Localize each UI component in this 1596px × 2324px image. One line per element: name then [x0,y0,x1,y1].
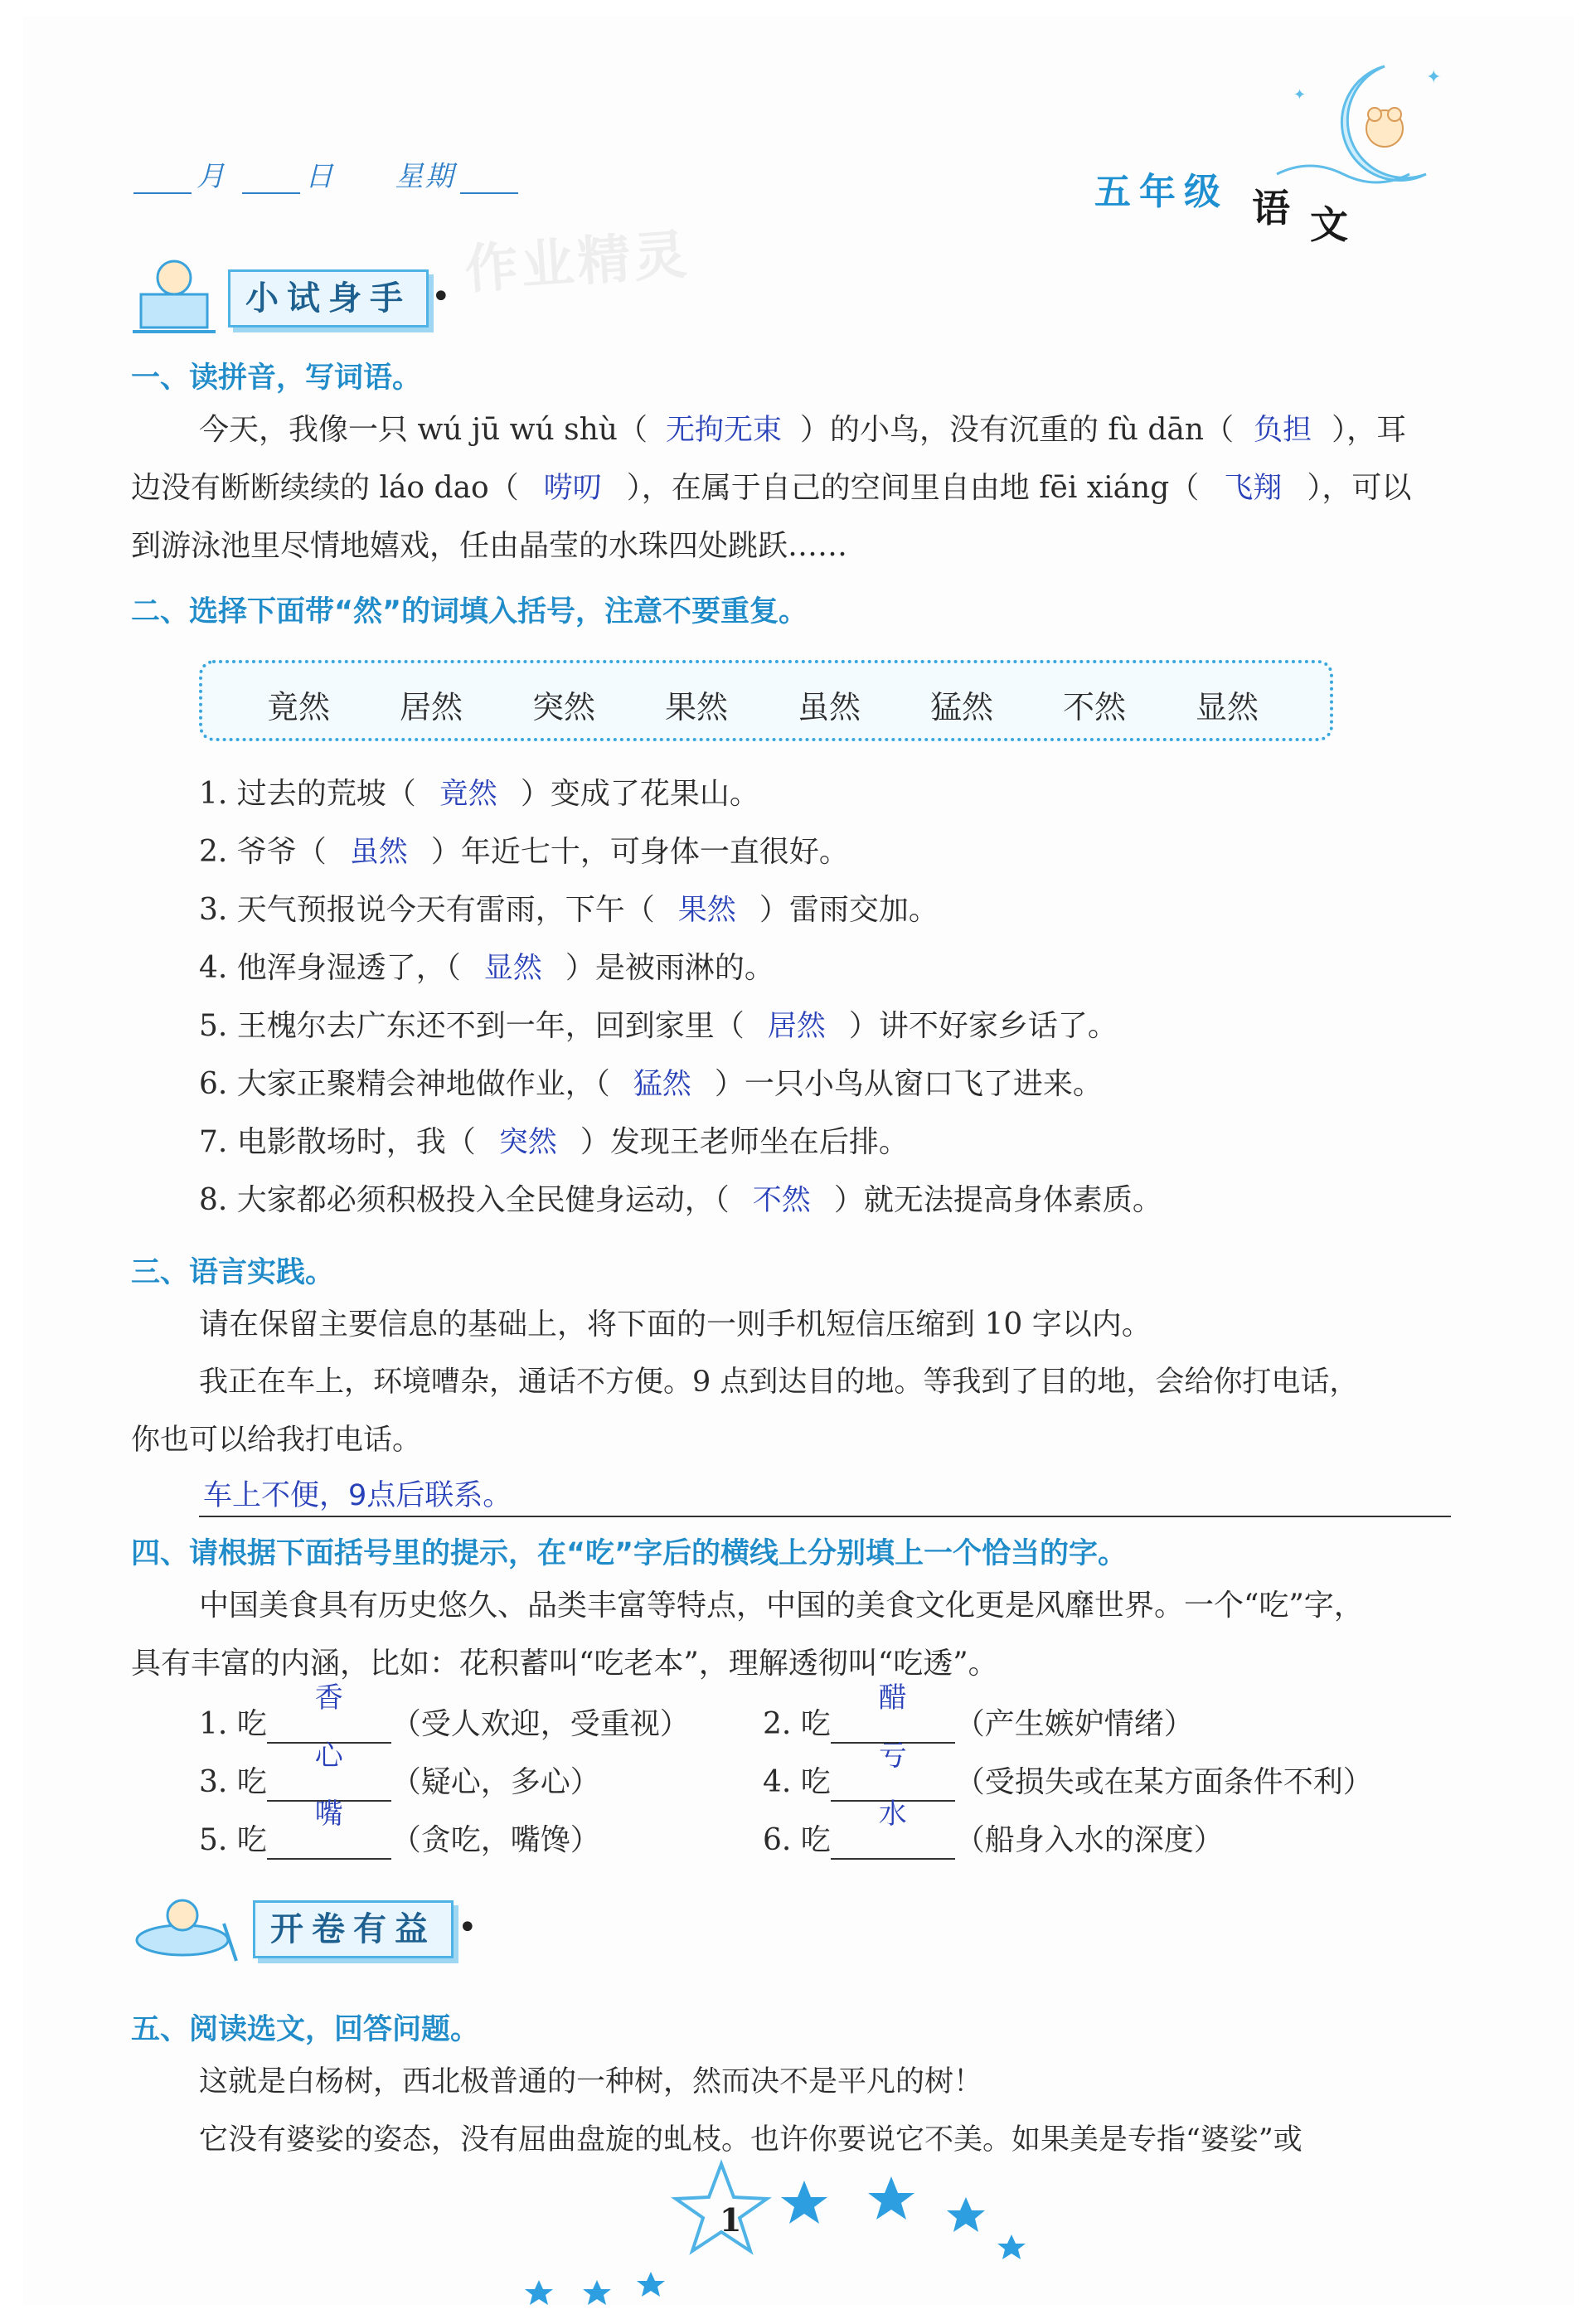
q3-sms-line-1: 我正在车上，环境嘈杂，通话不方便。9 点到达目的地。等我到了目的地，会给你打电话， [199,1366,1359,1399]
q2-answer-1[interactable]: 竟然 [439,778,497,811]
q2-text: 4. 他浑身湿透了，（ [199,951,461,985]
q2-text: ）年近七十，可身体一直很好。 [430,835,849,869]
q4-hint: （受人欢迎，受重视） [391,1707,690,1741]
q4-item-2 [763,1681,1194,1744]
q2-text: ）变成了花果山。 [520,777,759,811]
watermark: 作业精灵 [463,224,692,302]
q5-paragraph-1: 这就是白杨树，西北极普通的一种树，然而决不是平凡的树！ [199,2065,983,2098]
subject-yu: 语 [1252,186,1290,230]
q3-answer-line [199,1516,1451,1517]
svg-text:✦: ✦ [1293,86,1307,104]
q4-heading: 四、请根据下面括号里的提示，在“吃”字后的横线上分别填上一个恰当的字。 [131,1537,1128,1570]
subject-wen: 文 [1310,202,1348,247]
q2-text: ）一只小鸟从窗口飞了进来。 [714,1067,1103,1101]
q4-answer-2[interactable]: 醋 [878,1681,907,1715]
q4-answer-3[interactable]: 心 [314,1739,343,1773]
q4-answer-5[interactable]: 嘴 [314,1798,343,1831]
q3-sms-line-2: 你也可以给我打电话。 [131,1424,422,1457]
q4-hint: （贪吃，嘴馋） [391,1823,600,1857]
q4-hint: （疑心，多心） [391,1765,600,1799]
q2-item-5 [199,1008,1118,1044]
q4-hint: （船身入水的深度） [954,1823,1224,1857]
q1-answer-3[interactable]: 唠叨 [543,472,602,505]
word-bank-item: 果然 [665,689,729,725]
airplane-child-icon [124,1882,240,1973]
q4-item-5 [199,1798,600,1860]
q2-answer-3[interactable]: 果然 [677,894,736,927]
day-blank[interactable] [242,167,300,194]
q4-blank-2[interactable] [831,1681,955,1744]
q4-hint: （产生嫉妒情绪） [954,1707,1194,1741]
section-title-box-1 [228,269,429,327]
reading-child-icon [124,249,224,340]
q1-line-3: 到游泳池里尽情地嬉戏，任由晶莹的水珠四处跳跃…… [131,529,848,563]
q2-item-3 [199,892,939,928]
section-title-2: 开卷有益 [270,1909,436,1948]
q2-heading: 二、选择下面带“然”的词填入括号，注意不要重复。 [131,595,808,628]
q1-text: ）的小鸟，没有沉重的 fù dān（ [799,413,1235,447]
q2-text: ）是被雨淋的。 [565,951,774,985]
q1-answer-1[interactable]: 无拘无束 [665,414,782,447]
word-bank-item: 猛然 [930,689,994,725]
q2-answer-8[interactable]: 不然 [752,1184,811,1217]
q2-answer-4[interactable]: 显然 [483,952,542,985]
q2-text: 7. 电影散场时，我（ [199,1125,476,1159]
q2-text: 3. 天气预报说今天有雷雨，下午（ [199,893,655,927]
q4-intro-1: 中国美食具有历史悠久、品类丰富等特点，中国的美食文化更是风靡世界。一个“吃”字， [199,1589,1364,1623]
q4-item-1 [199,1681,690,1744]
week-blank[interactable] [460,167,518,194]
word-bank-item: 居然 [400,689,463,725]
q2-text: 8. 大家都必须积极投入全民健身运动，（ [199,1183,730,1217]
word-bank [199,660,1333,741]
section-title-1: 小试身手 [245,279,411,318]
q2-answer-2[interactable]: 虽然 [349,836,408,869]
word-bank-item: 显然 [1196,689,1259,725]
grade-label: 五年级 [1094,171,1229,213]
q4-item-6 [763,1798,1224,1860]
q2-answer-6[interactable]: 猛然 [633,1068,691,1101]
q4-num: 6. 吃 [763,1823,831,1857]
q2-item-4 [199,950,774,986]
q2-text: 2. 爷爷（ [199,835,327,869]
day-label: 日 [304,160,335,193]
q1-answer-2[interactable]: 负担 [1254,414,1312,447]
q4-answer-1[interactable]: 香 [314,1681,343,1715]
word-bank-item: 竟然 [267,689,331,725]
star-decoration-icon [514,2156,1028,2313]
q3-heading: 三、语言实践。 [131,1256,335,1289]
moon-bear-icon [1260,50,1451,199]
q4-item-4 [763,1739,1373,1802]
q4-blank-5[interactable] [267,1798,391,1860]
q1-text: ），可以 [1307,471,1412,505]
title-dot-1: • [431,278,451,316]
q4-answer-6[interactable]: 水 [878,1798,907,1831]
svg-text:✦: ✦ [1426,67,1442,88]
q2-text: 1. 过去的荒坡（ [199,777,416,811]
q4-blank-6[interactable] [831,1798,955,1860]
q1-text: 今天，我像一只 wú jū wú shù（ [199,413,648,447]
q4-num: 1. 吃 [199,1707,267,1741]
word-bank-item: 突然 [532,689,596,725]
q4-blank-4[interactable] [831,1739,955,1802]
q1-answer-4[interactable]: 飞翔 [1224,472,1283,505]
q4-blank-1[interactable] [267,1681,391,1744]
title-dot-2: • [458,1909,478,1947]
q4-num: 2. 吃 [763,1707,831,1741]
q5-paragraph-2: 它没有婆娑的姿态，没有屈曲盘旋的虬枝。也许你要说它不美。如果美是专指“婆娑”或 [199,2123,1303,2157]
q2-item-2 [199,834,849,870]
word-bank-item: 不然 [1063,689,1127,725]
q2-text: ）雷雨交加。 [759,893,939,927]
q2-text: ）讲不好家乡话了。 [848,1009,1118,1043]
week-label: 星期 [395,160,455,193]
q2-item-1 [199,776,759,812]
q1-line-2 [131,470,1411,506]
q2-answer-5[interactable]: 居然 [767,1010,826,1043]
q1-text: 边没有断断续续的 láo dao（ [131,471,519,505]
q2-item-6 [199,1066,1103,1102]
q3-answer[interactable]: 车上不便，9点后联系。 [203,1479,512,1512]
q4-num: 4. 吃 [763,1765,831,1799]
q1-heading: 一、读拼音，写词语。 [131,361,422,395]
q4-blank-3[interactable] [267,1739,391,1802]
word-bank-item: 虽然 [798,689,861,725]
month-label: 月 [196,160,226,193]
q2-answer-7[interactable]: 突然 [498,1126,557,1159]
q4-hint: （受损失或在某方面条件不利） [954,1765,1373,1799]
q3-instruction: 请在保留主要信息的基础上，将下面的一则手机短信压缩到 10 字以内。 [199,1308,1152,1342]
q1-text: ），耳 [1332,413,1407,447]
month-blank[interactable] [133,167,192,194]
q4-item-3 [199,1739,600,1802]
q2-text: 6. 大家正聚精会神地做作业，（ [199,1067,610,1101]
section-title-box-2 [253,1900,454,1958]
q4-answer-4[interactable]: 亏 [878,1739,907,1773]
q2-item-8 [199,1182,1162,1218]
q1-line-1 [199,412,1406,448]
q2-text: ）就无法提高身体素质。 [833,1183,1162,1217]
q1-text: ），在属于自己的空间里自由地 fēi xiáng（ [626,471,1200,505]
q4-intro-2: 具有丰富的内涵，比如：花积蓄叫“吃老本”，理解透彻叫“吃透”。 [131,1647,998,1681]
q2-item-7 [199,1124,909,1160]
q4-num: 5. 吃 [199,1823,267,1857]
page-number: 1 [720,2201,742,2239]
q2-text: ）发现王老师坐在后排。 [580,1125,909,1159]
date-line [129,153,523,194]
q2-text: 5. 王槐尔去广东还不到一年，回到家里（ [199,1009,745,1043]
q4-num: 3. 吃 [199,1765,267,1799]
q5-heading: 五、阅读选文，回答问题。 [131,2013,480,2046]
